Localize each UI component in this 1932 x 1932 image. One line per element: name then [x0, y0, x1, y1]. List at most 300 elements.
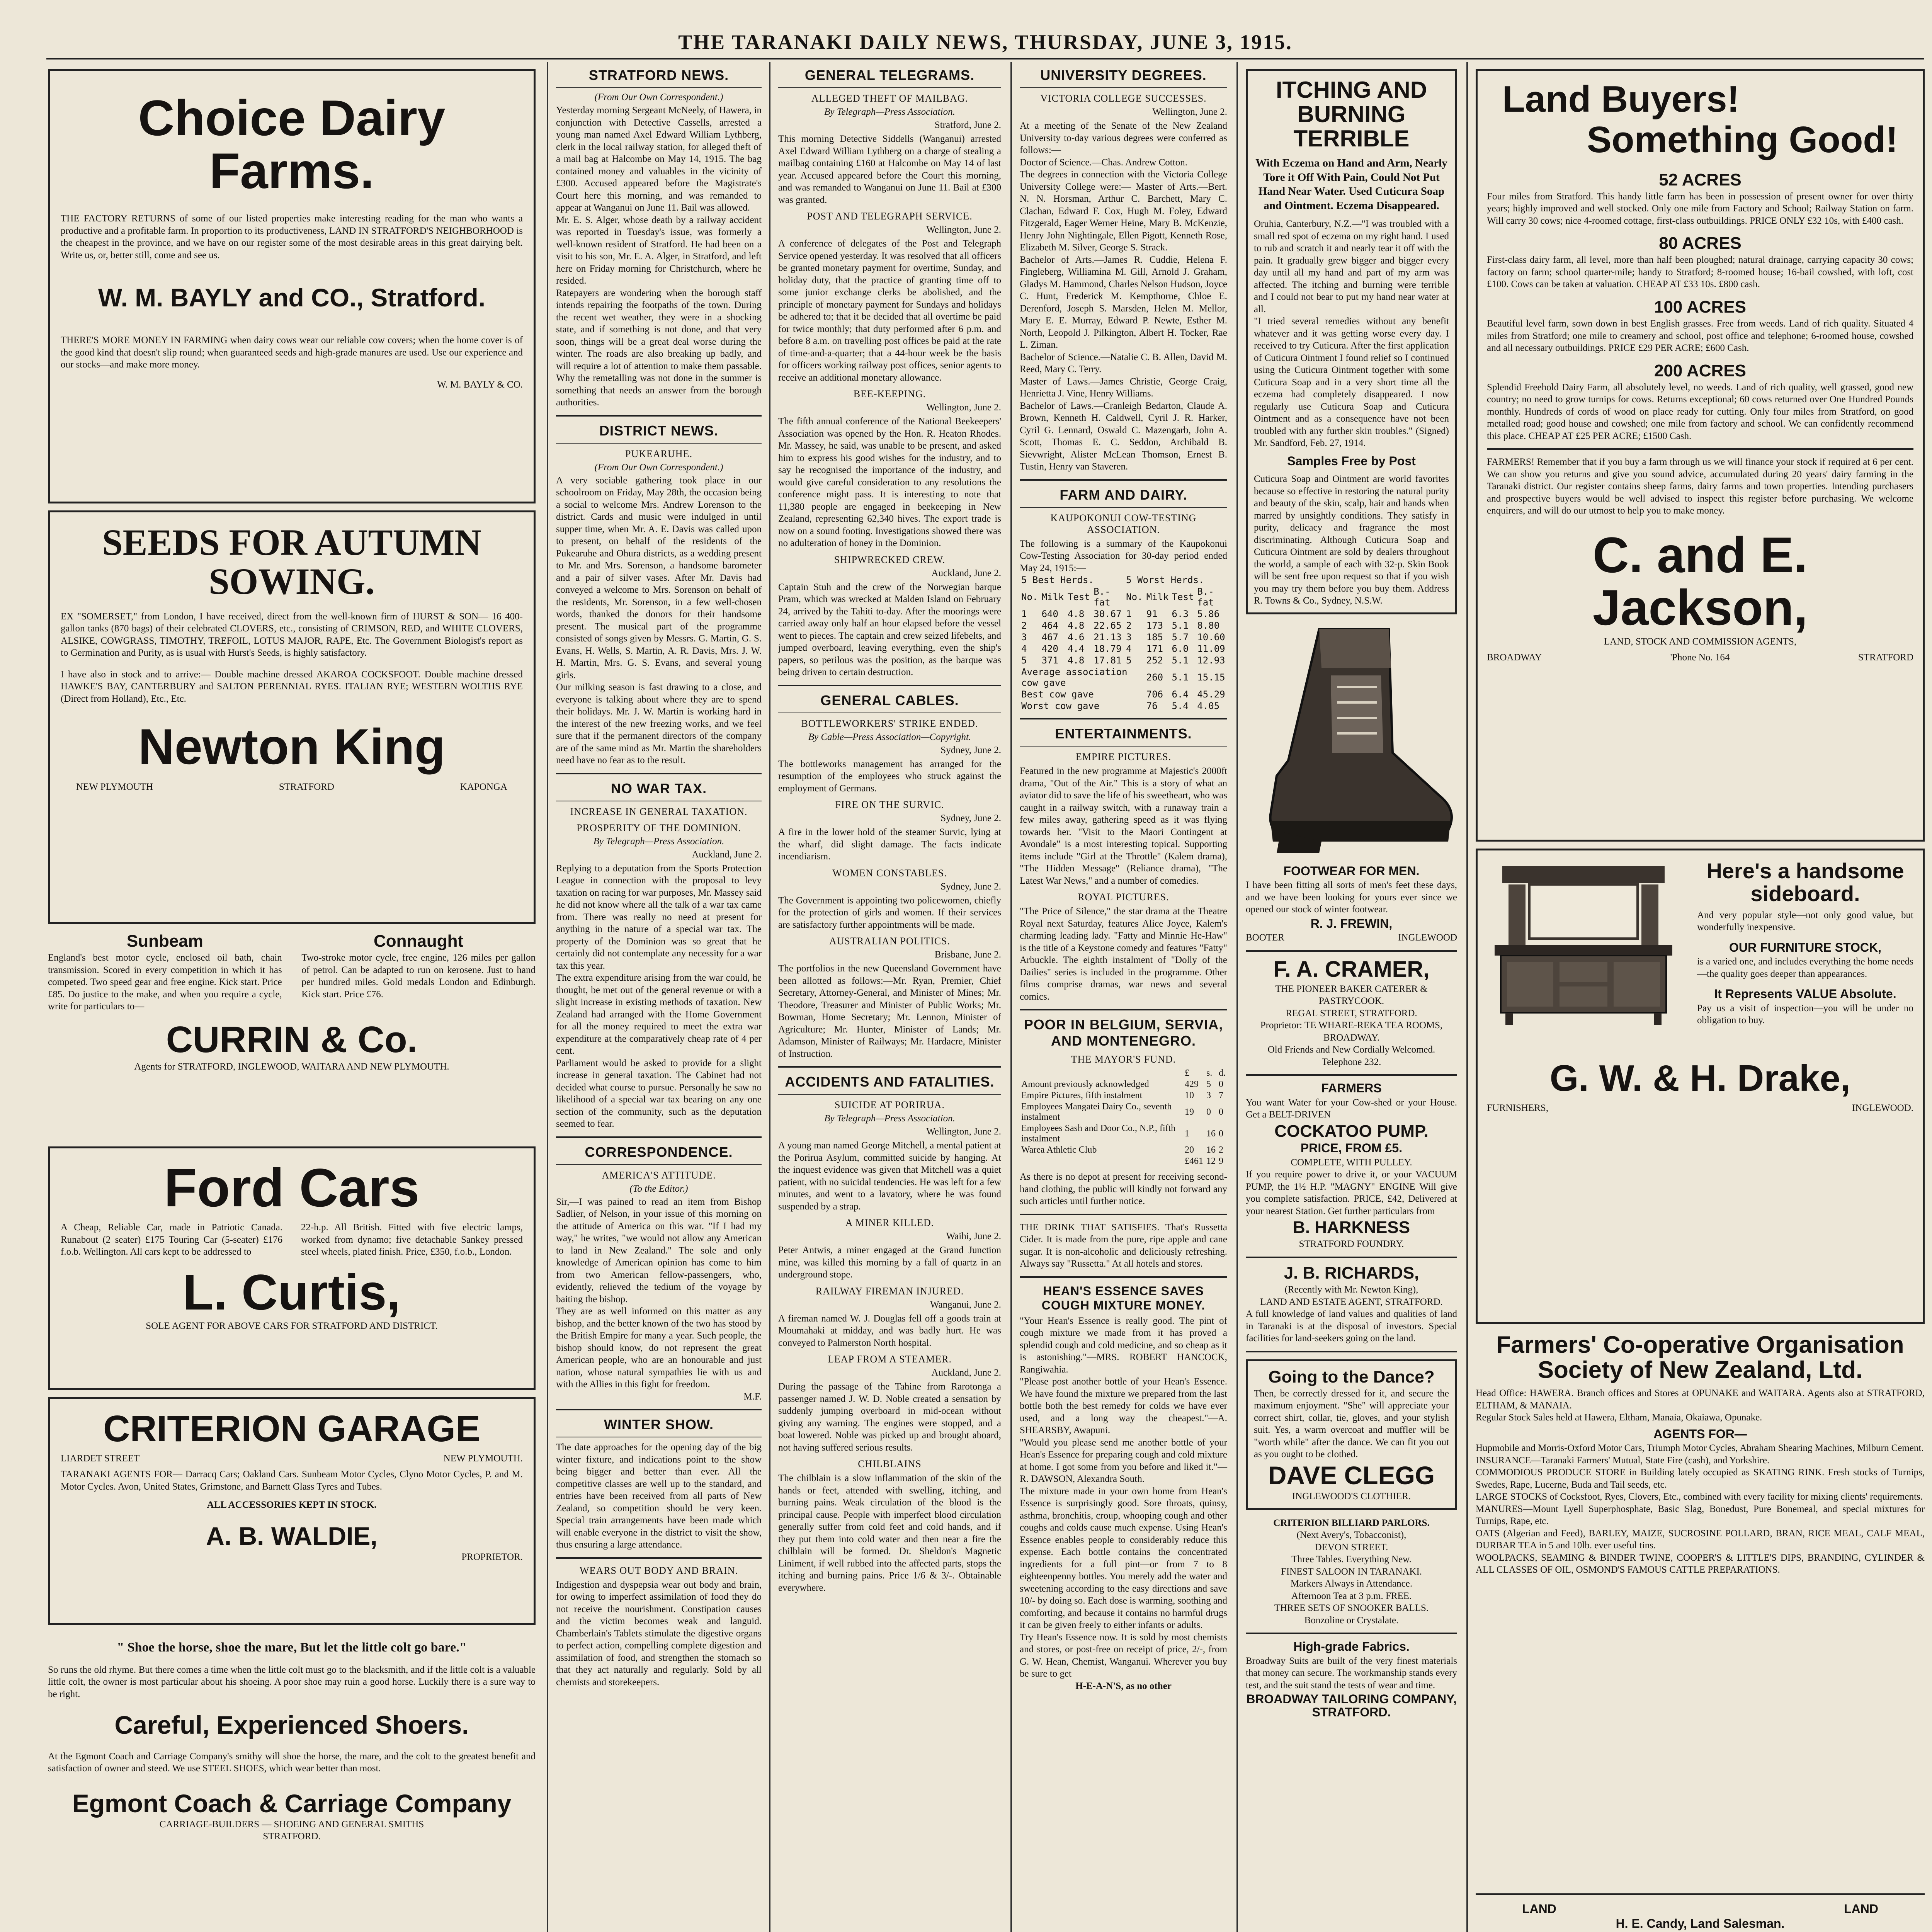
- ad-heading: Sunbeam: [126, 932, 203, 951]
- article-paragraph: The chilblain is a slow inflammation of the skin of the hands or feet, attended with swelling, itching, and burning pains. Weak circulation of the blood is the principal cause. People with imperfect blood circulation generally suffer from cold feet and cold hands, and if they put them into cold water and then near a fire the chilblain will be formed. Dr. Sheldon's Magnetic Liniment, if well rubbed into the affected parts, stops the itching and burning pains. Price 1/6 & 3/-. Obtainable everywhere.: [778, 1473, 1001, 1593]
- ad-farmers-coop: [1476, 1331, 1925, 1887]
- telephone: Telephone 232.: [1321, 1056, 1381, 1067]
- table-cell: Best cow gave: [1021, 689, 1094, 700]
- section-heading: GENERAL CABLES.: [820, 692, 959, 708]
- article-subheading: LEAP FROM A STEAMER.: [828, 1354, 952, 1365]
- article-paragraph: A young man named George Mitchell, a mental patient at the Porirua Asylum, committed suicide by hanging. At the inquest evidence was given that Mitchell was a quiet patient, with no suicidal tendencies. He was left for a few minutes, and went to a lavatory, where he was found suspended by a strap.: [778, 1140, 1001, 1212]
- article-subheading: SUICIDE AT PORIRUA.: [834, 1099, 945, 1111]
- firm-sub: INGLEWOOD'S CLOTHIER.: [1292, 1491, 1411, 1502]
- masthead: THE TARANAKI DAILY NEWS, THURSDAY, JUNE 3, 1915.: [678, 31, 1293, 54]
- dateline: Wellington, June 2.: [1152, 107, 1227, 117]
- article-subheading: WOMEN CONSTABLES.: [832, 867, 947, 879]
- dateline: Sydney, June 2.: [940, 745, 1001, 755]
- section-heading: POOR IN BELGIUM, SERVIA, AND MONTENEGRO.: [1024, 1017, 1223, 1049]
- ad-body: I have been fitting all sorts of men's feet these days, and we have been looking for yours ever since we opened our stock of winter footwear.: [1246, 880, 1457, 915]
- table-cell: Employees Sash and Door Co., N.P., fifth instalment: [1021, 1123, 1176, 1144]
- column-2: [551, 62, 767, 1932]
- table-cell: 9: [1219, 1156, 1223, 1166]
- ad-subtitle: LAND AND ESTATE AGENT, STRATFORD.: [1260, 1296, 1443, 1307]
- article-paragraph: Featured in the new programme at Majestic's 2000ft drama, "Out of the Air." This is a story of what an aviator did to save the life of his sweetheart, who was caught in a railway switch, with a runaway train a few miles away, gathering speed as it was flying towards her. "Visit to the Maori Contingent at Avondale" is a most interesting topical. Supporting items include "Girl at the Throttle" (Kalem drama), "The Hidden Message" (Reliance drama), "The Latest War News," and a number of comedies.: [1020, 766, 1227, 886]
- table-cell: 429: [1185, 1079, 1199, 1089]
- table-row: [1020, 643, 1227, 655]
- table-cell: 76: [1146, 701, 1158, 711]
- firm-name: CURRIN & Co.: [166, 1019, 418, 1060]
- article-subheading: SHIPWRECKED CREW.: [834, 554, 946, 565]
- ad-heading: CRITERION BILLIARD PARLORS.: [1273, 1517, 1430, 1528]
- ad-body: COMMODIOUS PRODUCE STORE in Building lately occupied as SKATING RINK. Fresh stocks of Turnips, Swedes, Rape, Lucerne, Buda and Tail seeds, etc.: [1476, 1467, 1925, 1490]
- table-cell: Amount previously acknowledged: [1021, 1079, 1149, 1089]
- ad-egmont-coach: [48, 1632, 536, 1932]
- ad-body: EX "SOMERSET," from London, I have received, direct from the well-known firm of HURST & SON— 16 400-gallon tanks (870 bags) of their celebrated CLOVERS, etc., consisting of CRIMSON, RED, and WHITE CLOVERS, ALSIKE, COWGRASS, TIMOTHY, TREFOIL, LOTUS MAJOR, RAPE, Etc. The Government Biologist's report as to Germination and Purity, as is usual with Hurst's Seeds, is highly satisfactory.: [61, 611, 523, 658]
- ad-heading: High-grade Fabrics.: [1293, 1639, 1410, 1654]
- ad-body: Cuticura Soap and Ointment are world favorites because so effective in restoring the natural purity and beauty of the skin, scalp, hair and hands when marred by unsightly conditions. They satisfy in purity, delicacy and fragrance the most discriminating. Although Cuticura Soap and Cuticura Ointment are sold by dealers throughout the world, a sample of each with 32-p. Skin Book will be sent free upon request so that if you wish you may try them before you buy them. Address R. Towns & Co., Sydney, N.S.W.: [1254, 474, 1449, 606]
- ad-body: Three Tables. Everything New.: [1291, 1554, 1412, 1565]
- ad-title: Farmers' Co-operative Organisation Society of New Zealand, Ltd.: [1496, 1332, 1904, 1384]
- column-header: Test: [1067, 592, 1090, 602]
- town: NEW PLYMOUTH: [76, 781, 153, 792]
- table-cell: 4: [1021, 643, 1027, 654]
- column-header: £: [1185, 1068, 1189, 1078]
- ad-body: You want Water for your Cow-shed or your House. Get a BELT-DRIVEN: [1246, 1097, 1457, 1120]
- dateline: Waihi, June 2.: [946, 1231, 1001, 1242]
- table-cell: 0: [1206, 1107, 1211, 1117]
- table-cell: £461: [1185, 1156, 1203, 1166]
- dateline: Wellington, June 2.: [926, 224, 1001, 235]
- table-cell: 5: [1126, 655, 1132, 666]
- article-subheading: PROSPERITY OF THE DOMINION.: [577, 822, 741, 833]
- article-paragraph: The fifth annual conference of the National Beekeepers' Association was opened by the Hon. R. Heaton Rhodes. Mr. Massey, he said, was unable to be present, and asked him to express his good wishes for the industry, and to say he recognised the importance of the industry, and would give careful consideration to any resolutions the conference might pass. It is interesting to note that 11,380 people are engaged in beekeeping in New Zealand, representing 62,340 hives. The export trade is now on a sound footing. Investigations showed there was no adulteration of honey in the Dominion.: [778, 416, 1001, 548]
- section-heading: NO WAR TAX.: [611, 780, 707, 796]
- table-cell: 12: [1206, 1156, 1216, 1166]
- ad-body: Oruhia, Canterbury, N.Z.—"I was troubled with a small red spot of eczema on my right hand. I used to rub and scratch it and nearly tear it off with the pain. It gradually grew bigger and bigger every day until all my hand and part of my arm was affected. The itching and burning were terrible and I could not bear to put my hand near water at all.: [1254, 219, 1449, 315]
- table-cell: Employees Mangatei Dairy Co., seventh instalment: [1021, 1102, 1172, 1122]
- ad-body: Broadway Suits are built of the very finest materials that money can secure. The workmanship stands every test, and the suit stand the tests of wear and time.: [1246, 1655, 1457, 1690]
- article-paragraph: Replying to a deputation from the Sports Protection League in connection with the proposal to levy taxation on racing for war purposes, Mr. Massey said he did not know where all the talk of a war tax came from. There was really no need at present for anything in the nature of a special war tax. The property of the Dominion was so great that he certainly did not contemplate any necessity for a war tax this year.: [556, 863, 762, 971]
- ad-body: At the Egmont Coach and Carriage Company's smithy will shoe the horse, the mare, and the colt to the greatest benefit and satisfaction of owner and steed. We use STEEL SHOES, which wear better than most.: [48, 1751, 536, 1774]
- acreage-heading: 80 ACRES: [1659, 234, 1742, 253]
- article-subheading: RAILWAY FIREMAN INJURED.: [815, 1285, 964, 1297]
- table-row: [1020, 620, 1227, 631]
- ad-footer: Agents for STRATFORD, INGLEWOOD, WAITARA AND NEW PLYMOUTH.: [134, 1061, 449, 1072]
- table-cell: 45.29: [1197, 689, 1225, 700]
- section-heading: ACCIDENTS AND FATALITIES.: [785, 1074, 995, 1090]
- byline: By Cable—Press Association—Copyright.: [808, 731, 971, 742]
- table-cell: 8.80: [1197, 620, 1220, 631]
- column-4: [1014, 62, 1233, 1932]
- firm-name: DAVE CLEGG: [1268, 1461, 1435, 1490]
- ad-body: Hupmobile and Morris-Oxford Motor Cars, Triumph Motor Cycles, Abraham Shearing Machines, Milburn Cement.: [1476, 1443, 1924, 1454]
- column-header: s.: [1206, 1068, 1213, 1078]
- article-subheading: AMERICA'S ATTITUDE.: [602, 1169, 716, 1181]
- article-paragraph: Master of Laws.—James Christie, George Craig, Henrietta J. Vine, Henry Williams.: [1020, 376, 1227, 399]
- trade: BOOTER: [1246, 932, 1284, 943]
- column-rule: [1010, 62, 1012, 1932]
- table-row: [1020, 1090, 1227, 1101]
- ad-slogan: Careful, Experienced Shoers.: [114, 1711, 469, 1740]
- table-cell: 2: [1219, 1145, 1223, 1155]
- table-cell: Warea Athletic Club: [1021, 1145, 1097, 1155]
- firm-name: Newton King: [138, 718, 446, 775]
- masthead-rule: [46, 58, 1924, 60]
- table-row: [1020, 655, 1227, 666]
- article-paragraph: The degrees in connection with the Victoria College University College were:— Master of Arts.—Bert. N. N. Horsman, Arthur C. Barchett, Mary C. Clachan, Edward F. Cox, Hugh M. Foley, Edward Fitzgerald, Eager Werner Heine, Mary B. McKenzie, Henry John Nightingale, Ellen Pigott, Kenneth Rose, Elizabeth M. Silver, George S. Strack.: [1020, 169, 1227, 253]
- table-cell: 21.13: [1094, 632, 1122, 643]
- ad-heading: OUR FURNITURE STOCK,: [1729, 940, 1882, 954]
- article-subheading: INCREASE IN GENERAL TAXATION.: [570, 806, 748, 817]
- column-5: [1240, 62, 1463, 1932]
- table-cell: 6.3: [1172, 609, 1189, 619]
- column-6: [1470, 62, 1930, 1932]
- table-cell: 420: [1041, 643, 1058, 654]
- table-row: [1020, 631, 1227, 643]
- ad-body: FARMERS! Remember that if you buy a farm through us we will finance your stock if required at 6 per cent. We can show you returns and give you sound advice, accumulated during 20 years' dairy farming in the Taranaki district. Our register contains sheep farms, dairy farms and town properties. Intending purchasers and prospective buyers would be well advised to inspect this register before purchasing. We welcome enquirers, and will do our utmost to help you to make money.: [1487, 457, 1913, 516]
- table-cell: 5.7: [1172, 632, 1189, 643]
- article-paragraph: Parliament would be asked to provide for a slight increase in general taxation. The Cabinet had not decided what course to pursue. Personally he saw no likelihood of a special war tax bearing on any one section of the community, such as the deputation seemed to fear.: [556, 1058, 762, 1129]
- table-cell: 171: [1146, 643, 1163, 654]
- dateline: Auckland, June 2.: [931, 568, 1001, 578]
- ad-title: Choice Dairy Farms.: [138, 90, 446, 199]
- ad-body: COMPLETE, WITH PULLEY.: [1291, 1157, 1412, 1168]
- table-cell: 1: [1185, 1128, 1189, 1139]
- ad-body: Splendid Freehold Dairy Farm, all absolutely level, no weeds. Land of rich quality, well grassed, good new country; no need to grow turnips for cows. Returns exceptional; 60 cows returned over One Hundred Pounds monthly. Hundreds of cords of wood on place ready for cutting. Only four miles from Stratford, on good metalled road; good house and cowshed; one mile from factory and school. We can confidently recommend this place. CHEAP AT £25 PER ACRE; £1500 Cash.: [1487, 382, 1913, 441]
- column-header: No.: [1021, 592, 1038, 602]
- proprietor-label: PROPRIETOR.: [461, 1552, 523, 1563]
- ad-body: "I tried several remedies without any benefit whatever and it was getting worse every day. I received to try Cuticura. After the first application of Cuticura Ointment I found relief so I continued using the Cuticura Ointment together with some Cuticura Soap and in a very short time all the eczema had completely disappeared. I now regularly use Cuticura Soap and Cuticura Ointment and as a consequence have not been troubled with any further skin troubles." (Signed) Mr. Sandford, Feb. 27, 1914.: [1254, 316, 1449, 449]
- table-row: [1020, 1079, 1227, 1090]
- ad-heading: Samples Free by Post: [1287, 454, 1416, 468]
- telephone: 'Phone No. 164: [1670, 652, 1730, 663]
- column-3: [773, 62, 1007, 1932]
- ad-body: Afternoon Tea at 3 p.m. FREE.: [1291, 1590, 1412, 1601]
- ad-body: Four miles from Stratford. This handy little farm has been in possession of present owner for over thirty years; highly improved and well stocked. Only one mile from Factory and School; Railway Station on farm. Will carry 30 cows; nice 4-roomed cottage, first-class outbuildings. PRICE ONLY £32 10s, with £400 cash.: [1487, 191, 1913, 226]
- article-subheading: ALLEGED THEFT OF MAILBAG.: [811, 93, 968, 104]
- ad-title: Land Buyers!: [1502, 78, 1740, 120]
- ad-title: ITCHING AND BURNING TERRIBLE: [1276, 77, 1427, 151]
- trade: FURNISHERS,: [1487, 1102, 1549, 1113]
- ad-cuticura: [1246, 69, 1457, 614]
- table-cell: 4.4: [1067, 643, 1085, 654]
- ad-body: 22-h.p. All British. Fitted with five electric lamps, worked from dynamo; five detachable Sankey pressed steel wheels, plated finish. Price, £350, f.o.b., London.: [301, 1222, 523, 1257]
- column-header: Milk: [1041, 592, 1064, 602]
- firm-trade: CARRIAGE-BUILDERS — SHOEING AND GENERAL SMITHS: [159, 1819, 424, 1830]
- column-header: Test: [1172, 592, 1194, 602]
- table-cell: 371: [1041, 655, 1058, 666]
- table-cell: Average association cow gave: [1021, 667, 1128, 688]
- table-cell: 2: [1021, 620, 1027, 631]
- table-cell: 16: [1206, 1128, 1216, 1139]
- ad-subtitle: With Eczema on Hand and Arm, Nearly Tore it Off With Pain, Could Not Put Hand Near Water. Used Cuticura Soap and Ointment. Eczema Disappeared.: [1255, 157, 1447, 212]
- table-header-row: [1020, 1068, 1227, 1079]
- fund-table: [1020, 1068, 1227, 1167]
- byline: (From Our Own Correspondent.): [594, 92, 723, 102]
- column-header: B.-fat: [1094, 586, 1111, 608]
- table-cell: 0: [1219, 1128, 1223, 1139]
- ad-body: LARGE STOCKS of Cocksfoot, Ryes, Clovers, Etc., combined with every facility for mixing clients' requirements.: [1476, 1492, 1923, 1502]
- table-cell: 260: [1146, 672, 1163, 683]
- article-paragraph: The following is a summary of the Kaupokonui Cow-Testing Association for 30-day period ended May 24, 1915:—: [1020, 538, 1227, 573]
- table-cell: 0: [1219, 1107, 1223, 1117]
- ad-ford-cars: [48, 1146, 536, 1390]
- street: BROADWAY: [1487, 652, 1542, 663]
- table-cell: 2: [1126, 620, 1132, 631]
- dateline: Wanganui, June 2.: [930, 1299, 1001, 1310]
- article-paragraph: Bachelor of Laws.—Cranleigh Bedarton, Claude A. Brown, Kenneth H. Caldwell, Cyril J. R. Harker, Cyril G. Lennard, Oswald C. Mazengarb, John A. Scott, Thomas E. C. Seddon, Archibald B. Sievwright, Alister McLean Thomson, Ernest B. Tustin, Henry van Staveren.: [1020, 400, 1227, 472]
- town: STRATFORD: [1858, 652, 1913, 663]
- table-header-row: [1020, 586, 1227, 608]
- ad-body: Old Friends and New Cordially Welcomed.: [1267, 1044, 1435, 1055]
- article-paragraph: Try Hean's Essence now. It is sold by most chemists and stores, or post-free on receipt of price, 2/-, from G. W. Hean, Chemist, Wanganui. Wherever you buy be sure to get: [1020, 1632, 1227, 1679]
- article-paragraph: Indigestion and dyspepsia wear out body and brain, for owing to imperfect assimilation of food they do not receive the nourishment. Constipation causes and the victim becomes weak and languid. Chamberlain's Tablets stimulate the digestive organs to perfect action, compelling complete digestion and assimilation of food, and strengthen the stomach so that they act naturally and regularly. Sold by all chemists and storekeepers.: [556, 1579, 762, 1687]
- article-subheading: VICTORIA COLLEGE SUCCESSES.: [1040, 93, 1207, 104]
- article-subheading: AUSTRALIAN POLITICS.: [829, 935, 951, 947]
- firm-sub: STRATFORD FOUNDRY.: [1299, 1239, 1404, 1250]
- table-cell: 173: [1146, 620, 1163, 631]
- ad-heading: Going to the Dance?: [1268, 1367, 1435, 1386]
- ad-body: THREE SETS OF SNOOKER BALLS.: [1274, 1603, 1429, 1614]
- ad-heading: LAND: [1844, 1902, 1878, 1916]
- section-heading: STRATFORD NEWS.: [588, 67, 729, 83]
- article-paragraph: A very sociable gathering took place in our schoolroom on Friday, May 28th, the occasion being a social to welcome Mrs. Andrew Lorenson to the district. Cards and music were indulged in until supper time, when Mr. A. E. Davis was called upon to present, on behalf of the residents of the Pukearuhe and Ohura districts, as a wedding present to Mr. and Mrs. Sorenson, a handsome barometer and a pair of silver vases. After Mr. Davis had conveyed a welcome to Mrs. Sorenson on behalf of the residents, Mr. Sorenson, in a few well-chosen words, thanked the donors for their handsome present. The musical part of the programme consisted of songs given by Messrs. G. Martin, G. S. Evans, H. Wells, S. Martin, A. R. Davis, Mrs. J. W. H. Martin, Mrs. G. S. Evans, and several young girls.: [556, 475, 762, 680]
- article-paragraph: A conference of delegates of the Post and Telegraph Service opened yesterday. It was resolved that all officers be granted monetary payment for overtime, Sunday, and holiday duty, that the practice of granting time off to some junior exchange clerks be abolished, and the principle of monetary payment for Sundays and holidays be adhered to; that it be decided that all overtime be paid for twice monthly; that duty performed after 6 p.m. and before 8 a.m. on travelling post offices be paid at the rate of time-and-a-quarter; that a 44-hour week be the basis for officers working railway post offices, senior agents to receive an additional monetary allowance.: [778, 238, 1001, 383]
- article-paragraph: Bachelor of Arts.—James R. Cuddie, Helena F. Fingleberg, Williamina M. Gill, Arnold J. Graham, Gladys M. Hammond, Charles Nelson Hudson, Joyce C. Hunt, Frederick M. Kempthorne, Chloe E. Derenford, Joseph S. Marsden, Helen M. Mellor, Mary E. E. Murray, Edward P. Newte, Esther M. North, Leopold J. Pilkington, Albert H. Tocker, Rae L. Ziman.: [1020, 254, 1227, 350]
- ad-body: Proprietor: TE WHARE-REKA TEA ROOMS, BROADWAY.: [1260, 1020, 1443, 1043]
- firm-name: W. M. BAYLY and CO., Stratford.: [98, 283, 486, 312]
- article-paragraph: This morning Detective Siddells (Wanganui) arrested Axel Edward William Lythberg on a charge of stealing a mailbag containing £160 at Halcombe on May 14 of last year. Accused appeared before the Court this morning, and was remanded to Wanganui on June 11. Bail at £300 was granted.: [778, 134, 1001, 205]
- section-heading: DISTRICT NEWS.: [599, 422, 718, 439]
- byline: (To the Editor.): [629, 1183, 688, 1194]
- ad-heading: FARMERS: [1321, 1081, 1382, 1095]
- ad-motor-cycles: [48, 931, 536, 1139]
- ad-title: Ford Cars: [164, 1157, 420, 1218]
- article-paragraph: The extra expenditure arising from the war could, he thought, be met out of the general revenue or with a slight increase in existing methods of taxation. New Zealand had arranged with the Home Government for all the money required to meet the extra war expenditure at the comparatively cheap rate of 4 per cent.: [556, 973, 762, 1056]
- firm-name: F. A. CRAMER,: [1273, 956, 1430, 982]
- table-cell: 19: [1185, 1107, 1194, 1117]
- section-heading: FARM AND DAIRY.: [1060, 486, 1187, 503]
- article-paragraph: The date approaches for the opening day of the big winter fixture, and indications point to the show being bigger and better than ever. All the competitive classes are well up to the standard, and entries have been received from all parts of New Zealand, so competition should be very keen. Special train arrangements have been made which will enable everyone in the district to visit the show, thus ensuring a large attendance.: [556, 1442, 762, 1550]
- table-cell: 4.8: [1067, 620, 1085, 631]
- ad-body: WOOLPACKS, SEAMING & BINDER TWINE, COOPER'S & LITTLE'S DIPS, BRANDING, CYLINDER & ALL CLASSES OF OIL, OSMOND'S FAMOUS CATTLE PREPARATIONS.: [1476, 1552, 1925, 1575]
- table-row: [1020, 689, 1227, 700]
- table-cell: 20: [1185, 1145, 1194, 1155]
- column-1: [43, 62, 541, 1932]
- ad-body: is a varied one, and includes everything the home needs—the quality goes deeper than appearances.: [1697, 956, 1913, 979]
- column-rule: [1236, 62, 1238, 1932]
- article-paragraph: "Your Hean's Essence is really good. The pint of cough mixture we made from it has proved a splendid cough and cold medicine, and so cheap as it is astonishing."—MRS. ROBERT HANCOCK, Rangiwahia.: [1020, 1315, 1227, 1375]
- table-cell: 4: [1126, 643, 1132, 654]
- brand-name: H-E-A-N'S, as no other: [1075, 1680, 1172, 1691]
- article-paragraph: THE DRINK THAT SATISFIES. That's Russetta Cider. It is made from the pure, ripe apple and cane sugar. It is non-alcoholic and deliciously refreshing. Always say "Russetta." At all hotels and stores.: [1020, 1222, 1227, 1269]
- article-paragraph: At a meeting of the Senate of the New Zealand University to-day various degrees were conferred as follows:—: [1020, 121, 1227, 155]
- table-cell: 16: [1206, 1145, 1216, 1155]
- table-cell: 10.60: [1197, 632, 1225, 643]
- ad-title: SEEDS FOR AUTUMN SOWING.: [102, 522, 481, 602]
- article-paragraph: Doctor of Science.—Chas. Andrew Cotton.: [1020, 157, 1187, 168]
- ad-body: I have also in stock and to arrive:— Double machine dressed AKAROA COCKSFOOT. Double machine dressed HAWKE'S BAY, CANTERBURY and SALTON PERENNIAL RYES. ITALIAN RYE; WESTERN WOLTHS RYE (Direct from Holland), Etc., Etc.: [61, 669, 523, 704]
- table-heading: 5 Best Herds.: [1021, 575, 1094, 585]
- column-rule: [769, 62, 770, 1932]
- article-paragraph: They are as well informed on this matter as any bishop, and the better known of the two has stood by the British Empire for many a year. Such people, the bishop should know, do not represent the great American people, who are an honourable and just nation, whose natural sympathies lie with us and with the Allies in this fight for freedom.: [556, 1306, 762, 1389]
- ad-body: And very popular style—not only good value, but wonderfully inexpensive.: [1697, 910, 1913, 933]
- table-cell: 12.93: [1197, 655, 1225, 666]
- table-cell: 4.6: [1067, 632, 1085, 643]
- ad-choice-dairy-farms: [48, 69, 536, 503]
- table-cell: 7: [1219, 1090, 1223, 1100]
- ad-body: First-class dairy farm, all level, more than half been ploughed; natural drainage, carrying capacity 30 cows; factory on farm; school quarter-mile; handy to Stratford; 8-roomed house; 16-bail cowshed, with loft, cost £100. Cows can be taken at valuation. CHEAP AT £33 10s. £800 cash.: [1487, 255, 1913, 290]
- byline: By Telegraph—Press Association.: [824, 1113, 955, 1124]
- table-cell: Worst cow gave: [1021, 701, 1100, 711]
- section-heading: ENTERTAINMENTS.: [1055, 726, 1192, 742]
- article-subheading: ROYAL PICTURES.: [1078, 891, 1169, 903]
- column-header: No.: [1126, 592, 1143, 602]
- firm-name: R. J. FREWIN,: [1310, 916, 1393, 930]
- article-paragraph: A fireman named W. J. Douglas fell off a goods train at Moumahaki at midday, and was badly hurt. He was conveyed to Palmerston North hospital.: [778, 1313, 1001, 1348]
- table-cell: 1: [1021, 609, 1027, 619]
- byline: By Telegraph—Press Association.: [824, 107, 955, 117]
- table-cell: 185: [1146, 632, 1163, 643]
- table-cell: 5.1: [1172, 655, 1189, 666]
- ad-subtitle: THE PIONEER BAKER CATERER & PASTRYCOOK.: [1275, 983, 1428, 1007]
- firm-name: H. E. Candy, Land Salesman.: [1616, 1916, 1785, 1930]
- firm-name: L. Curtis,: [183, 1264, 401, 1320]
- column-rule: [1466, 62, 1468, 1932]
- ad-body: INSURANCE—Taranaki Farmers' Mutual, State Fire (cash), and Yorkshire.: [1476, 1455, 1770, 1466]
- signature: M.F.: [743, 1391, 762, 1402]
- firm-name: A. B. WALDIE,: [206, 1521, 378, 1550]
- firm-name: J. B. RICHARDS,: [1284, 1263, 1419, 1282]
- ad-body: FINEST SALOON IN TARANAKI.: [1281, 1566, 1422, 1577]
- table-row: [1020, 1123, 1227, 1145]
- dateline: Auckland, June 2.: [931, 1367, 1001, 1378]
- table-cell: 467: [1041, 632, 1058, 643]
- town: STRATFORD: [279, 781, 334, 792]
- dateline: Brisbane, June 2.: [934, 949, 1001, 960]
- byline: (From Our Own Correspondent.): [594, 462, 723, 473]
- table-row: [1020, 1145, 1227, 1156]
- table-cell: 3: [1021, 632, 1027, 643]
- article-paragraph: Ratepayers are wondering when the borough staff intends repairing the footpaths of the town. During the recent wet weather, they were in a shocking state, and if something is not done, and that very soon, things will be a great deal worse during the winter. The roads are also breaking up badly, and will require a lot of attention to make them passable. Why the remetalling was not done in the summer is something that needs an answer from the borough authorities.: [556, 287, 762, 408]
- article-subheading: KAUPOKONUI COW-TESTING ASSOCIATION.: [1050, 512, 1197, 535]
- table-cell: 3: [1206, 1090, 1211, 1100]
- sideboard-illustration: [1487, 858, 1680, 1028]
- ad-title: CRITERION GARAGE: [103, 1408, 481, 1449]
- ad-body: (Next Avery's, Tobacconist),: [1296, 1530, 1406, 1541]
- table-cell: 5.1: [1172, 620, 1189, 631]
- ad-body: Beautiful level farm, sown down in best English grasses. Free from weeds. Land of rich quality. Situated 4 miles from Stratford; one mile to creamery and school, post office and telephone; 6-roomed house, cowshed and all necessary outbuildings. PRICE £29 PER ACRE; £600 Cash.: [1487, 318, 1913, 354]
- ad-body: THE FACTORY RETURNS of some of our listed properties make interesting reading for the man who wants a productive and a profitable farm. In proportion to its productiveness, LAND IN STRATFORD'S NEIGHBORHOOD is the cheapest in the province, and we have on our register some of the most desirable areas in this great dairying belt. Write us, or, better still, come and see us.: [61, 213, 523, 260]
- article-paragraph: Mr. E. S. Alger, whose death by a railway accident was reported in Tuesday's issue, was formerly a well-known resident of Stratford. He had been on a visit to his son, Mr. E. A. Alger, in Stratford, and left here on Friday morning for Christchurch, where he resided.: [556, 214, 762, 286]
- article-paragraph: Peter Antwis, a miner engaged at the Grand Junction mine, was killed this morning by a fall of quartz in an underground stope.: [778, 1245, 1001, 1280]
- ad-heading: FOOTWEAR FOR MEN.: [1283, 864, 1420, 878]
- brand-name: COCKATOO PUMP.: [1274, 1121, 1429, 1141]
- ad-title: Here's a handsome sideboard.: [1706, 859, 1904, 906]
- table-cell: 4.05: [1197, 701, 1220, 711]
- table-cell: 0: [1219, 1079, 1223, 1089]
- firm-name: Egmont Coach & Carriage Company: [72, 1789, 512, 1818]
- herd-test-table: [1020, 574, 1227, 712]
- article-subheading: BEE-KEEPING.: [853, 388, 926, 400]
- ad-body: THERE'S MORE MONEY IN FARMING when dairy cows wear our reliable cow covers; when the home cover is of the good kind that doesn't slip round; when guaranteed seeds and high-grade manures are used. Use our experience and our stocks—and make more money.: [61, 335, 523, 370]
- table-cell: 5.1: [1172, 672, 1189, 683]
- table-cell: 11.09: [1197, 643, 1225, 654]
- table-heading: 5 Worst Herds.: [1126, 575, 1204, 585]
- article-subheading: POST AND TELEGRAPH SERVICE.: [807, 211, 973, 222]
- column-header: Milk: [1146, 592, 1169, 602]
- acreage-heading: 52 ACRES: [1659, 170, 1742, 189]
- article-subheading: EMPIRE PICTURES.: [1075, 751, 1172, 762]
- article-paragraph: "Would you please send me another bottle of your Hean's Essence for preparing cough and cold mixture at home. I got some from you before and liked it."—R. DAWSON, Alexandra South.: [1020, 1437, 1227, 1484]
- ad-body: Bonzoline or Crystalate.: [1304, 1615, 1399, 1626]
- table-cell: 4.8: [1067, 655, 1085, 666]
- table-cell: 6.0: [1172, 643, 1189, 654]
- ad-body: Then, be correctly dressed for it, and secure the maximum enjoyment. "She" will appreciate your correct shirt, collar, tie, gloves, and your stylish suit. Yes, a warm overcoat and muffler will be "worth while" after the dance. We can fit you out as you ought to be clothed.: [1254, 1388, 1449, 1460]
- article-subheading: WEARS OUT BODY AND BRAIN.: [580, 1565, 738, 1576]
- article-subheading: CHILBLAINS: [858, 1458, 922, 1469]
- table-row: [1020, 666, 1227, 689]
- article-paragraph: The bottleworks management has arranged for the resumption of the employees who struck against the employment of Germans.: [778, 759, 1001, 794]
- ad-seeds-autumn: [48, 510, 536, 924]
- table-cell: 464: [1041, 620, 1058, 631]
- dateline: Sydney, June 2.: [940, 813, 1001, 823]
- street: LIARDET STREET: [61, 1453, 140, 1464]
- table-cell: 5.4: [1172, 701, 1189, 711]
- article-paragraph: "Please post another bottle of your Hean's Essence. We have found the mixture we prepared from the last bottle both the best remedy for colds we have ever used, and a long way the cheapest."—A. SHEARSBY, Awapuni.: [1020, 1376, 1227, 1435]
- table-cell: 3: [1126, 632, 1132, 643]
- section-heading: CORRESPONDENCE.: [585, 1144, 733, 1160]
- ad-body: England's best motor cycle, enclosed oil bath, chain transmission. Scored in every competition in which it has competed. Two speed gear and free engine. Kick start. Price £85. Do justice to the make, and when you require a cycle, write for particulars to—: [48, 952, 282, 1012]
- table-cell: Empire Pictures, fifth instalment: [1021, 1090, 1143, 1100]
- table-row: [1020, 1101, 1227, 1123]
- article-subheading: A MINER KILLED.: [845, 1217, 934, 1228]
- dateline: Wellington, June 2.: [926, 1126, 1001, 1137]
- firm-name: C. and E. Jackson,: [1592, 526, 1808, 636]
- firm-name: G. W. & H. Drake,: [1549, 1058, 1851, 1099]
- firm-name: B. HARKNESS: [1293, 1218, 1410, 1237]
- ad-heading: LAND: [1522, 1902, 1556, 1916]
- article-paragraph: During the passage of the Tahine from Rarotonga a passenger named J. W. D. Noble created a sensation by suddenly jumping overboard in mid-ocean without giving any warning. The engines were stopped, and a boat lowered. Noble was picked up and brought aboard, not having suffered serious results.: [778, 1381, 1001, 1453]
- acreage-heading: 200 ACRES: [1654, 361, 1747, 380]
- table-row: [1020, 1156, 1227, 1167]
- table-cell: 706: [1146, 689, 1163, 700]
- ad-body: A full knowledge of land values and qualities of land in Taranaki is at the disposal of investors. Special facilities for land-seekers going on the land.: [1246, 1309, 1457, 1344]
- ad-candy-land: [1476, 1901, 1925, 1932]
- article-subheading: FIRE ON THE SURVIC.: [835, 799, 944, 810]
- table-cell: 640: [1041, 609, 1058, 619]
- dateline: Wellington, June 2.: [926, 402, 1001, 413]
- ad-heading: AGENTS FOR—: [1653, 1427, 1747, 1441]
- ad-body: So runs the old rhyme. But there comes a time when the little colt must go to the blacksmith, and if the little colt is a valuable little colt, the owner is most particular about his shoeing. A poor shoe may ruin a good horse. Luckily there is a sure way to be right.: [48, 1664, 536, 1699]
- ad-body: MANURES—Mount Lyell Superphosphate, Basic Slag, Bonedust, Pure Bonemeal, and special mixtures for Turnips, Rape, etc.: [1476, 1503, 1925, 1527]
- article-subheading: THE MAYOR'S FUND.: [1071, 1054, 1176, 1065]
- ad-footer: SOLE AGENT FOR ABOVE CARS FOR STRATFORD AND DISTRICT.: [146, 1321, 438, 1331]
- ad-body: Pay us a visit of inspection—you will be under no obligation to buy.: [1697, 1003, 1913, 1026]
- article-paragraph: Sir,—I was pained to read an item from Bishop Sadlier, of Nelson, in your issue of this morning on the attitude of America on this war. "If I had my way," he writes, "we would not allow any American to land in New Zealand." The sole and only knowledge of American opinion has come to him from two American fellow-passengers, who, evidently, relieved the tedium of the voyage by baiting the bishop.: [556, 1196, 762, 1304]
- table-row: [1020, 700, 1227, 712]
- section-heading: HEAN'S ESSENCE SAVES COUGH MIXTURE MONEY.: [1041, 1284, 1206, 1312]
- town: NEW PLYMOUTH.: [443, 1453, 523, 1464]
- dateline: Auckland, June 2.: [692, 849, 762, 860]
- section-heading: UNIVERSITY DEGREES.: [1040, 67, 1207, 83]
- article-paragraph: The portfolios in the new Queensland Government have been allotted as follows:—Mr. Ryan, Premier, Chief Secretary, Attorney-General, and Minister of Mines; Mr. Theodore, Treasurer and Minister of Public Works; Mr. Bowman, Home Secretary; Mr. Lennon, Minister of Agriculture; Mr. Hunter, Minister of Lands; Mr. Adamson, Minister of Railways; Mr. Hardacre, Minister of Instruction.: [778, 963, 1001, 1059]
- town: INGLEWOOD: [1398, 932, 1457, 943]
- article-subheading: BOTTLEWORKERS' STRIKE ENDED.: [801, 718, 978, 729]
- table-cell: 91: [1146, 609, 1158, 619]
- table-cell: 5: [1206, 1079, 1211, 1089]
- ad-body: DEVON STREET.: [1315, 1542, 1388, 1553]
- ad-body: TARANAKI AGENTS FOR— Darracq Cars; Oakland Cars. Sunbeam Motor Cycles, Clyno Motor Cycles, P. and M. Motor Cycles. Avon, United States, Grimstone, and Barnett Glass Tyres and Tubes.: [61, 1469, 523, 1492]
- ad-body: If you require power to drive it, or your VACUUM PUMP, the 1½ H.P. "MAGNY" ENGINE Will give you complete satisfaction. PRICE, £42, Delivered at your nearest Station. Get further particulars from: [1246, 1169, 1457, 1216]
- acreage-heading: 100 ACRES: [1654, 297, 1747, 316]
- towns-row: [61, 781, 523, 793]
